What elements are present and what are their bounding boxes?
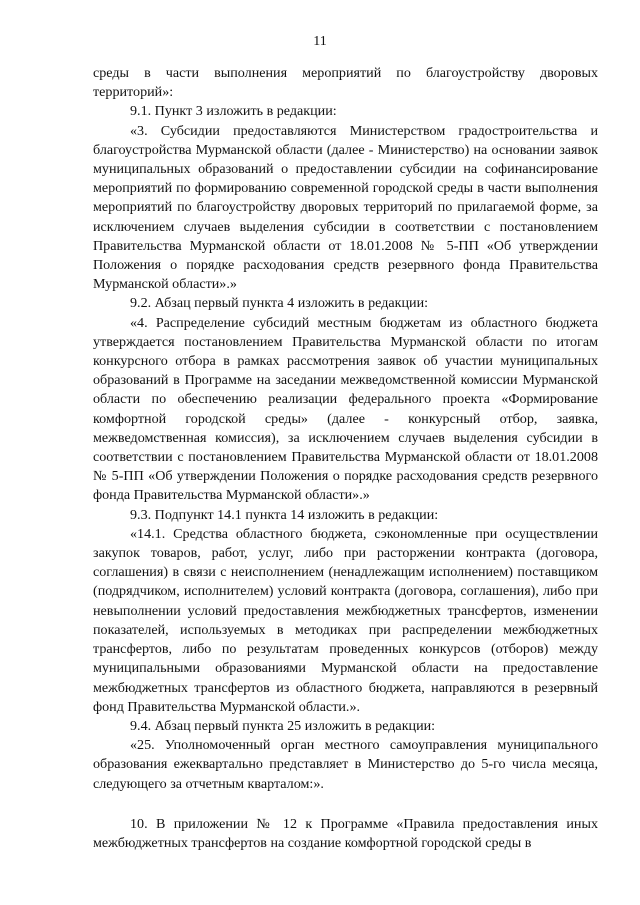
paragraph-quote-4: «4. Распределение субсидий местным бюджетам из областного бюджета утверждается постановлением Правительства Мурманской области по итогам конкурсного отбора в рамках рассмотрения заявок об участии муниципальных образований в Программе на заседании межведомственной комиссии Мурманской области по обеспечению реализации федерального проекта «Формирование комфортной городской среды» (далее - конкурсный отбор, заявка, межведомственная комиссия), за исключением случаев выделения субсидии в соответствии с постановлением Правительства Мурманской области от 18.01.2008 № 5-ПП «Об утверждении Положения о порядке расходования средств резервного фонда Правительства Мурманской области».» bbox=[93, 314, 598, 504]
document-body bbox=[93, 64, 598, 853]
paragraph-item-9-4: 9.4. Абзац первый пункта 25 изложить в редакции: bbox=[130, 717, 436, 734]
paragraph-item-9-1: 9.1. Пункт 3 изложить в редакции: bbox=[130, 103, 337, 120]
paragraph-item-9-2: 9.2. Абзац первый пункта 4 изложить в редакции: bbox=[130, 295, 429, 312]
paragraph-quote-3: «3. Субсидии предоставляются Министерством градостроительства и благоустройства Мурманской области (далее - Министерство) на основании заявок муниципальных образований о предоставлении субсидии на софинансирование мероприятий по формированию современной городской среды в части выполнения мероприятий по благоустройству дворовых территорий по прилагаемой форме, за исключением случаев выделения субсидии в соответствии с постановлением Правительства Мурманской области от 18.01.2008 № 5-ПП «Об утверждении Положения о порядке расходования средств резервного фонда Правительства Мурманской области».» bbox=[93, 122, 598, 293]
paragraph-item-10: 10. В приложении № 12 к Программе «Правила предоставления иных межбюджетных трансфертов на создание комфортной городской среды в bbox=[93, 815, 598, 851]
paragraph-continuation: среды в части выполнения мероприятий по благоустройству дворовых территорий»: bbox=[93, 65, 598, 101]
page-number: 11 bbox=[313, 34, 327, 49]
paragraph-quote-14-1: «14.1. Средства областного бюджета, сэкономленные при осуществлении закупок товаров, работ, услуг, либо при расторжении контракта (договора, соглашения) в связи с неисполнением (ненадлежащим исполнением) поставщиком (подрядчиком, исполнителем) условий контракта (договора, соглашения), либо при невыполнении условий предоставления межбюджетных трансфертов, изменении показателей, используемых в методиках при распределении межбюджетных трансфертов, либо по результатам проведенных конкурсов (отборов) между муниципальными образованиями Мурманской области на предоставление межбюджетных трансфертов из областного бюджета, направляются в резервный фонд Правительства Мурманской области.». bbox=[93, 525, 598, 715]
paragraph-item-9-3: 9.3. Подпункт 14.1 пункта 14 изложить в редакции: bbox=[130, 506, 439, 523]
paragraph-quote-25: «25. Уполномоченный орган местного самоуправления муниципального образования ежеквартально представляет в Министерство до 5-го числа месяца, следующего за отчетным кварталом:». bbox=[93, 737, 598, 792]
